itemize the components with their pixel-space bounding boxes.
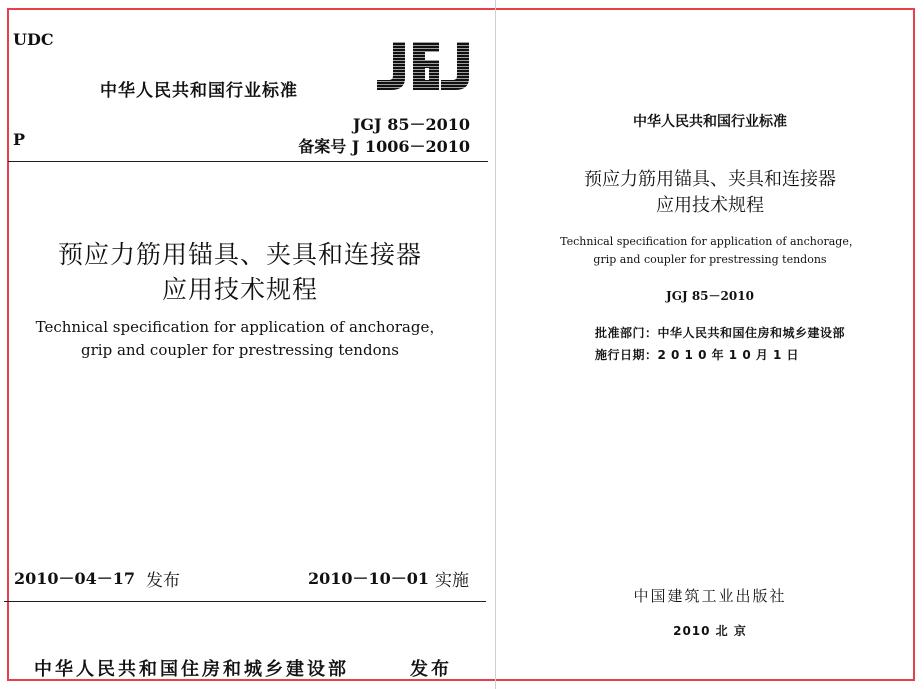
- class-code: P: [13, 130, 26, 149]
- record-number: 备案号 J 1006－2010: [298, 137, 470, 156]
- standard-type: 中华人民共和国行业标准: [100, 81, 298, 101]
- title-page-standard-type: 中华人民共和国行业标准: [633, 114, 787, 130]
- title-page-en-line1: Technical specification for application of anchorage，: [560, 235, 860, 248]
- publication-place: 2010 北 京: [673, 624, 747, 638]
- cover-title-cn-line1: 预应力筋用锚具、夹具和连接器: [57, 240, 422, 269]
- cover-title-en-line1: Technical specification for application of anchorage，: [35, 318, 445, 336]
- issue-label: 发布: [146, 571, 180, 591]
- udc-label: UDC: [13, 30, 54, 49]
- header-rule: [8, 161, 488, 162]
- title-page: [496, 0, 924, 689]
- publish-label: 发布: [410, 659, 452, 680]
- title-page-cn-line2: 应用技术规程: [656, 195, 764, 216]
- title-page-code: JGJ 85－2010: [666, 289, 754, 303]
- issuing-authority: 中华人民共和国住房和城乡建设部: [34, 659, 349, 680]
- footer-rule: [4, 601, 486, 602]
- cover-title-cn-line2: 应用技术规程: [161, 275, 318, 304]
- implementation-date: 2010－10－01: [308, 569, 430, 588]
- cover-title-en-line2: grip and coupler for prestressing tendons: [81, 341, 399, 359]
- publisher-name: 中国建筑工业出版社: [633, 587, 787, 605]
- approval-department: 批准部门：中华人民共和国住房和城乡建设部: [595, 326, 846, 340]
- issue-date: 2010－04－17: [14, 569, 136, 588]
- jgj-logo: [373, 38, 473, 94]
- effective-date: 施行日期：2 0 1 0 年 1 0 月 1 日: [595, 348, 800, 362]
- title-page-en-line2: grip and coupler for prestressing tendons: [593, 253, 827, 266]
- standard-code: JGJ 85－2010: [352, 115, 470, 134]
- title-page-cn-line1: 预应力筋用锚具、夹具和连接器: [584, 169, 836, 190]
- implementation-label: 实施: [435, 571, 469, 591]
